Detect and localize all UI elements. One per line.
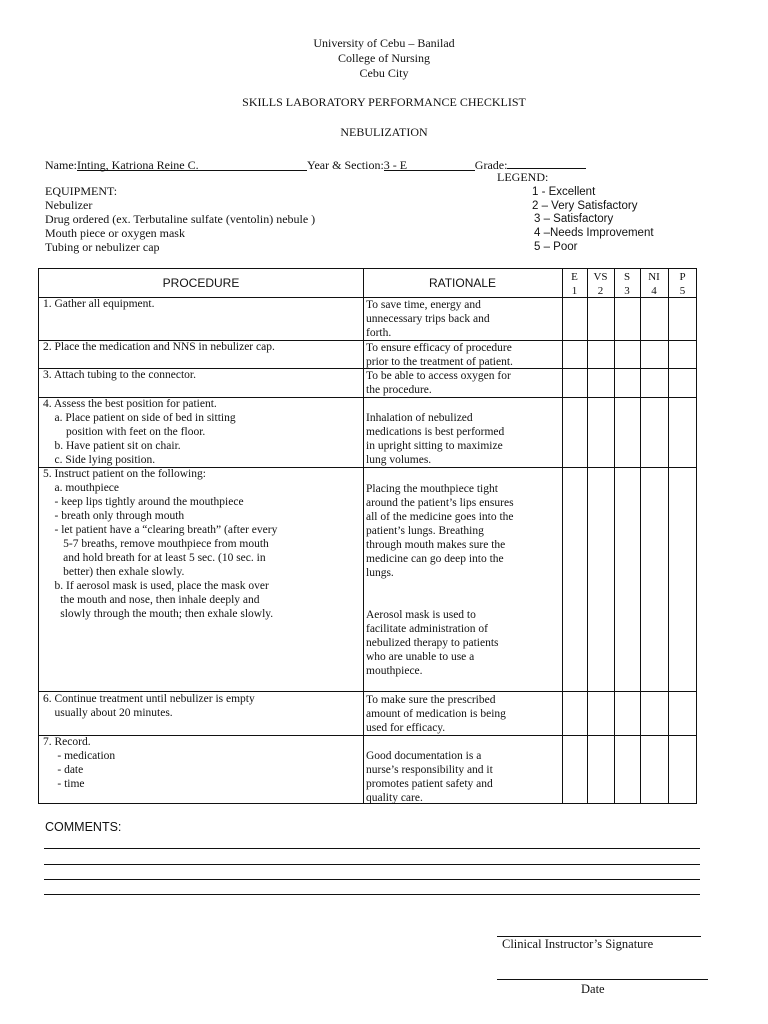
legend-item: 4 –Needs Improvement [534, 227, 654, 239]
equipment-item: Drug ordered (ex. Terbutaline sulfate (ventolin) nebule ) [45, 212, 316, 226]
equipment-item: Mouth piece or oxygen mask [45, 226, 185, 240]
university-name: University of Cebu – Banilad [313, 36, 455, 50]
grade-field [507, 156, 586, 169]
equipment-label: EQUIPMENT: [45, 184, 118, 198]
legend-item: 2 – Very Satisfactory [532, 200, 638, 212]
procedure-step-6: 6. Continue treatment until nebulizer is empty usually about 20 minutes. [43, 693, 255, 719]
name-field [77, 158, 307, 171]
legend-item: 1 - Excellent [532, 186, 596, 198]
rationale-step-5: Placing the mouthpiece tight around the patient’s lips ensures all of the medicine goes into the patient’s lungs. Breathing through mouth makes sure the medicine can go deep into the lungs. Aerosol mask is used to facilitate administration of nebulized therapy to patients who are unable to use a mouthpiece. [366, 483, 514, 677]
legend-label: LEGEND: [497, 170, 549, 184]
column-divider [668, 269, 669, 803]
checklist-table [38, 268, 697, 804]
instructor-signature-label: Clinical Instructor’s Signature [502, 937, 654, 951]
date-label: Date [581, 982, 605, 996]
rating-header-poor: P 5 [679, 271, 686, 297]
equipment-item: Tubing or nebulizer cap [45, 240, 160, 254]
rating-header-needs-improvement: NI 4 [648, 271, 660, 297]
comment-line [44, 848, 700, 849]
rationale-step-4: Inhalation of nebulized medications is best performed in upright sitting to maximize lung volumes. [366, 412, 505, 466]
name-value: Inting, Katriona Reine C. [77, 158, 199, 172]
rating-header-very-satisfactory: VS 2 [593, 271, 608, 297]
column-divider [562, 269, 563, 803]
name-label: Name: [45, 158, 77, 172]
rating-header-excellent: E 1 [571, 271, 578, 297]
checklist-title: SKILLS LABORATORY PERFORMANCE CHECKLIST [242, 95, 526, 109]
column-divider [363, 269, 364, 803]
equipment-item: Nebulizer [45, 198, 93, 212]
comments-label: COMMENTS: [45, 820, 122, 834]
comment-line [44, 894, 700, 895]
column-divider [614, 269, 615, 803]
rationale-step-7: Good documentation is a nurse’s responsibility and it promotes patient safety and quality care. [366, 750, 493, 804]
procedure-step-2: 2. Place the medication and NNS in nebulizer cap. [43, 341, 275, 353]
procedure-step-5: 5. Instruct patient on the following: a. mouthpiece - keep lips tightly around the mouthpiece - breath only through mouth - let patient have a “clearing breath” (after every 5-7 breaths, remove mouthpiece from mouth and hold breath for at least 5 sec. (10 sec. in better) then exhale slowly. b. If aerosol mask is used, place the mask over the mouth and nose, then inhale deeply and slowly through the mouth; then exhale slowly. [43, 468, 278, 620]
rating-header-satisfactory: S 3 [623, 271, 631, 297]
year-section-value: 3 - E [383, 158, 408, 172]
comment-line [44, 864, 700, 865]
year-section-field [384, 158, 475, 171]
legend-item: 5 – Poor [534, 241, 578, 253]
column-divider [640, 269, 641, 803]
procedure-step-7: 7. Record. - medication - date - time [43, 736, 116, 790]
college-name: College of Nursing [338, 51, 430, 65]
rationale-step-3: To be able to access oxygen for the procedure. [366, 370, 511, 396]
rationale-step-6: To make sure the prescribed amount of medication is being used for efficacy. [366, 694, 506, 734]
year-section-label: Year & Section: [307, 158, 384, 172]
procedure-step-4: 4. Assess the best position for patient. a. Place patient on side of bed in sitting position with feet on the floor. b. Have patient sit on chair. c. Side lying position. [43, 398, 236, 466]
procedure-title: NEBULIZATION [340, 125, 428, 139]
column-divider [587, 269, 588, 803]
rationale-step-1: To save time, energy and unnecessary trips back and forth. [366, 299, 490, 339]
rationale-step-2: To ensure efficacy of procedure prior to the treatment of patient. [366, 342, 513, 368]
rationale-header: RATIONALE [428, 276, 497, 290]
legend-item: 3 – Satisfactory [534, 213, 614, 225]
city-name: Cebu City [359, 66, 409, 80]
procedure-step-3: 3. Attach tubing to the connector. [43, 369, 196, 381]
procedure-step-1: 1. Gather all equipment. [43, 298, 155, 310]
date-line [497, 979, 708, 980]
grade-label: Grade: [474, 158, 508, 172]
comment-line [44, 879, 700, 880]
procedure-header: PROCEDURE [162, 276, 240, 290]
